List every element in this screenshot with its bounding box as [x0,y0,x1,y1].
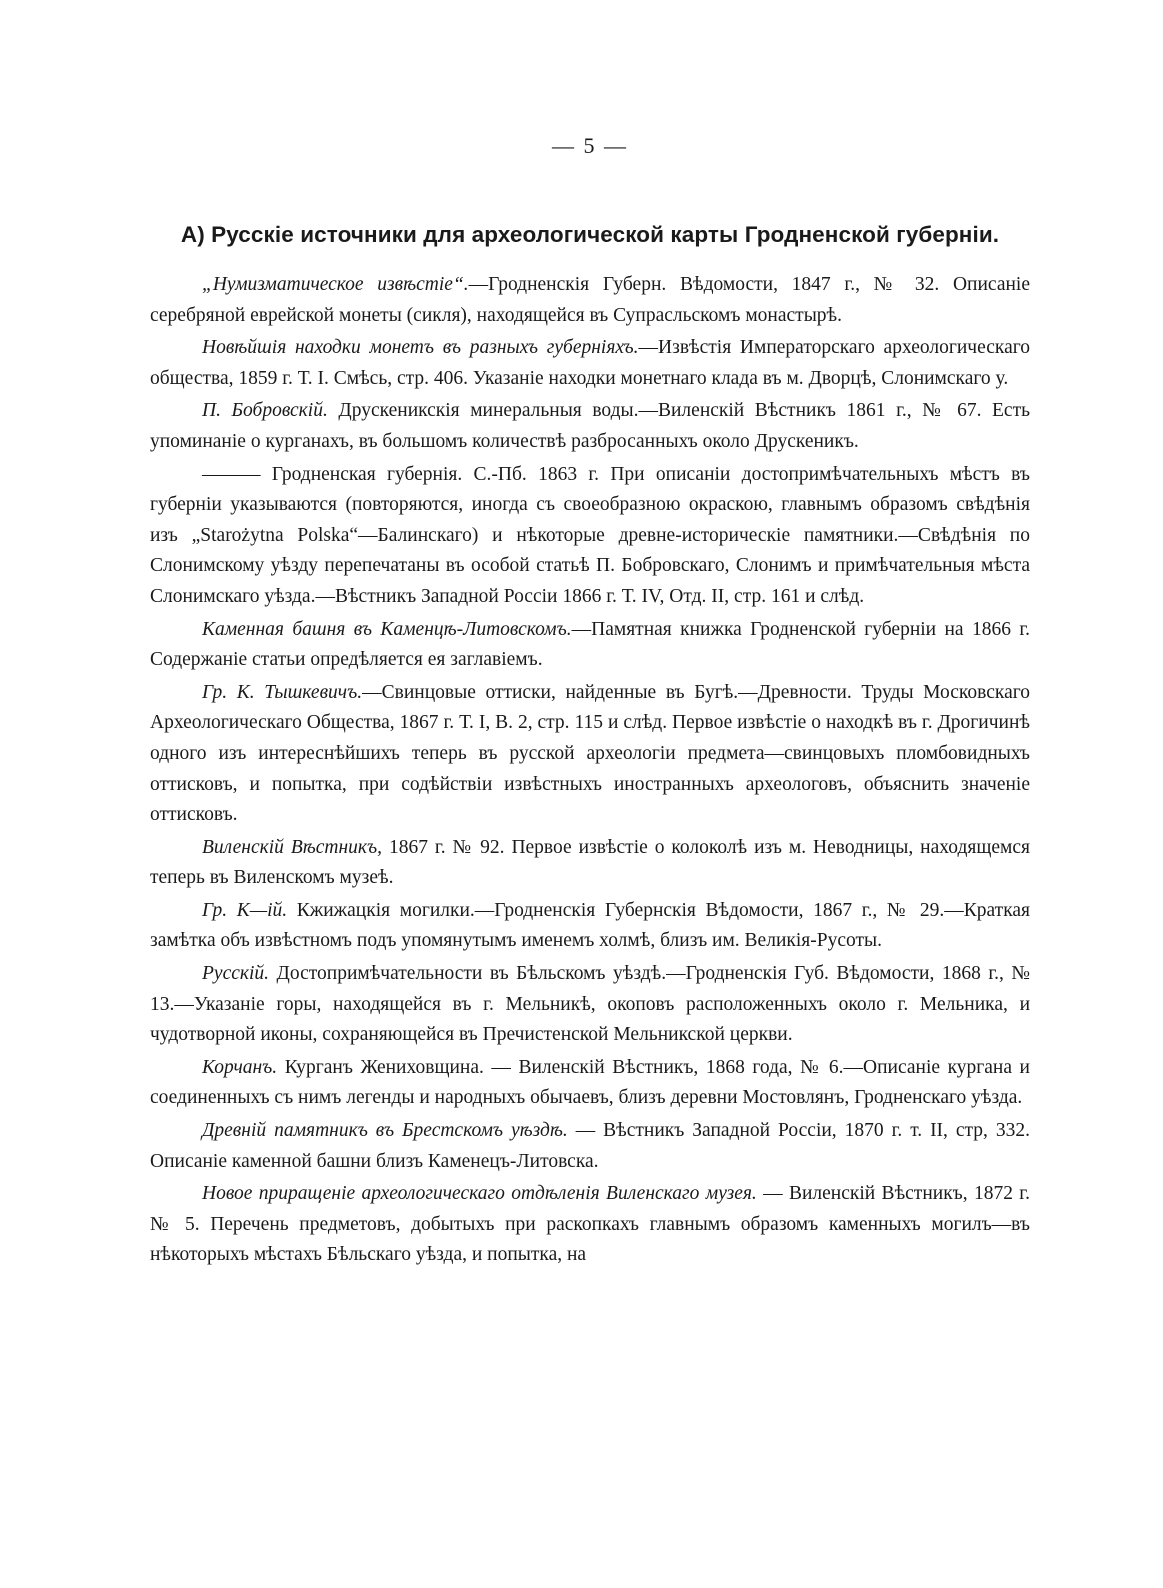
entry-source: Русскій. [202,963,270,985]
bibliography-entry [150,1179,1030,1271]
entry-text: —Памятная книжка Гродненской губерніи на 1866 г. Содержаніе статьи опредѣляется ея заглавіемъ. [150,618,1030,671]
entry-source: П. Бобровскій. [202,400,328,422]
entry-text: Друскеникскія минеральныя воды.—Виленскій Вѣстникъ 1861 г., № 67. Есть упоминаніе о курганахъ, въ большомъ количествѣ разбросанныхъ около Друскеникъ. [150,400,1031,452]
entry-text: —Свинцовые оттиски, найденные въ Бугѣ.—Древности. Труды Московскаго Археологическаго Общества, 1867 г. Т. I, В. 2, стр. 115 и слѣд. Первое извѣстіе о находкѣ въ г. Дрогичинѣ одного изъ интереснѣйшихъ теперь въ русской археологіи предмета—свинцовыхъ пломбовидныхъ оттисковъ, и попытка, при содѣйствіи извѣстныхъ иностранныхъ археологовъ, объяснить значеніе оттисковъ. [150,681,1030,826]
bibliography-list [150,270,1030,1273]
entry-text: Кжижацкія могилки.—Гродненскія Губернскія Вѣдомости, 1867 г., № 29.—Краткая замѣтка объ извѣстномъ подъ упомянутымъ именемъ холмѣ, близъ им. Великія-Русоты. [150,899,1030,952]
entry-source: Корчанъ. [202,1056,278,1078]
entry-source: Гр. К—ій. [202,899,288,921]
entry-source: Новое приращеніе археологическаго отдѣленія Виленскаго музея. [202,1183,757,1205]
bibliography-entry [150,678,1030,831]
entry-text: —Гродненскія Губерн. Вѣдомости, 1847 г., № 32. Описаніе серебряной еврейской монеты (сикля), находящейся въ Супрасльскомъ монастырѣ. [150,274,1030,326]
entry-text: —Извѣстія Императорскаго археологическаго общества, 1859 г. Т. I. Смѣсь, стр. 406. Указаніе находки монетнаго клада въ м. Дворцѣ, Слонимскаго у. [150,337,1030,389]
entry-source: Каменная башня въ Каменцѣ-Литовскомъ. [202,618,572,640]
bibliography-entry [150,1116,1030,1177]
section-title: А) Русскіе источники для археологической карты Гродненской губерніи. [180,222,1000,247]
entry-text: Курганъ Жениховщина. — Виленскій Вѣстникъ, 1868 года, № 6.—Описаніе кургана и соединенныхъ съ нимъ легенды и народныхъ обычаевъ, близъ деревни Мостовлянъ, Гродненскаго уѣзда. [150,1056,1030,1109]
bibliography-entry [150,959,1030,1051]
bibliography-entry [150,396,1030,457]
entry-text: — Виленскій Вѣстникъ, 1872 г. № 5. Перечень предметовъ, добытыхъ при раскопкахъ главнымъ образомъ каменныхъ могилъ—въ нѣкоторыхъ мѣстахъ Бѣльскаго уѣзда, и попытка, на [150,1183,1030,1266]
bibliography-entry [150,615,1030,676]
bibliography-entry [150,1053,1030,1114]
bibliography-entry [150,833,1030,894]
entry-text: 1867 г. № 92. Первое извѣстіе о колоколѣ изъ м. Неводницы, находящемся теперь въ Виленскомъ музеѣ. [150,836,1030,889]
entry-source: Виленскій Вѣстникъ, [202,836,383,858]
bibliography-entry [150,333,1030,394]
bibliography-entry [150,896,1030,957]
entry-text: — Вѣстникъ Западной Россіи, 1870 г. т. II, стр, 332. Описаніе каменной башни близъ Каменецъ-Литовска. [150,1120,1030,1172]
bibliography-entry [150,460,1030,613]
entry-source: Древній памятникъ въ Брестскомъ уѣздѣ. [202,1120,568,1142]
entry-text: Достопримѣчательности въ Бѣльскомъ уѣздѣ.—Гродненскія Губ. Вѣдомости, 1868 г., № 13.—Указаніе горы, находящейся въ г. Мельникѣ, окоповъ расположенныхъ около г. Мельника, и чудотворной иконы, сохраняющейся въ Пречистенской Мельникской церкви. [150,963,1030,1046]
page-number: — 5 — [552,133,628,158]
entry-text: ——— Гродненская губернія. С.-Пб. 1863 г. При описаніи достопримѣчательныхъ мѣстъ въ губерніи указываются (повторяются, иногда съ своеобразною окраскою, главнымъ образомъ свѣдѣнія изъ „Starożytna Polska“—Балинскаго) и нѣкоторые древне-историческіе памятники.—Свѣдѣнія по Слонимскому уѣзду перепечатаны въ особой статьѣ П. Бобровскаго, Слонимъ и примѣчательныя мѣста Слонимскаго уѣзда.—Вѣстникъ Западной Россіи 1866 г. Т. IV, Отд. II, стр. 161 и слѣд. [150,463,1030,607]
entry-source: Гр. К. Тышкевичъ. [202,681,363,703]
entry-source: Новѣйшія находки монетъ въ разныхъ губерніяхъ. [202,337,639,359]
entry-source: „Нумизматическое извѣстіе“. [202,274,469,295]
bibliography-entry [150,270,1030,331]
